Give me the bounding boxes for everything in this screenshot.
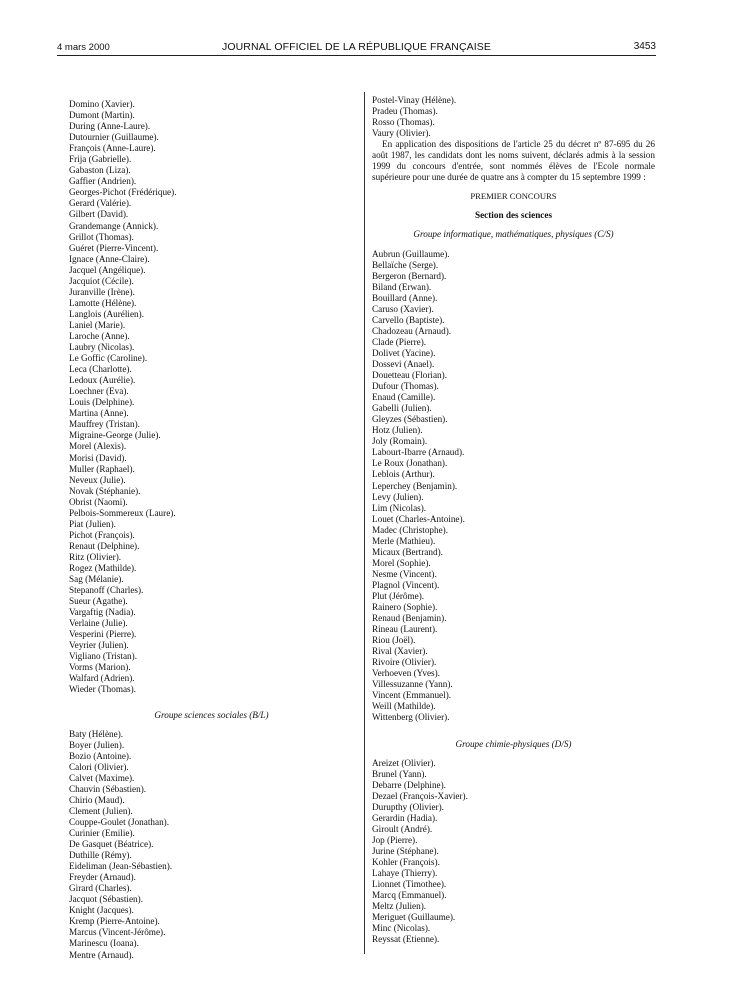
list-item: Jurine (Stéphane). xyxy=(372,845,439,856)
list-item: Giroult (André). xyxy=(372,823,433,834)
list-item: Durupthy (Olivier). xyxy=(372,801,444,812)
list-item: Levy (Julien). xyxy=(372,491,424,502)
list-item: Leca (Charlotte). xyxy=(69,364,132,375)
list-item: Nesme (Vincent). xyxy=(372,568,437,579)
list-item: Loechner (Eva). xyxy=(69,386,129,397)
list-item: Dossevi (Anael). xyxy=(372,358,435,369)
section-title: Section des sciences xyxy=(474,210,553,221)
list-item: Couppe-Goulet (Jonathan). xyxy=(69,816,170,827)
list-item: Calori (Olivier). xyxy=(69,761,129,772)
list-item: Gabelli (Julien). xyxy=(372,403,432,414)
list-item: Martina (Anne). xyxy=(69,408,129,419)
list-item: Meltz (Julien). xyxy=(372,901,427,912)
decree-paragraph: En application des dispositions de l'article 25 du décret nº 87-695 du 26 août 1987, les candidats dont les noms suivent, déclarés admis à la session 1999 du concours d'entrée, sont nommés élèves de l'Ecole normale supérieure pour une durée de quatre ans à compter du 15 septembre 1999 : xyxy=(372,139,655,183)
list-item: Juranville (Irène). xyxy=(69,286,135,297)
list-item: Aubrun (Guillaume). xyxy=(372,248,450,259)
page-number: 3453 xyxy=(633,41,656,52)
list-item: Obrist (Naomi). xyxy=(69,496,128,507)
header-date: 4 mars 2000 xyxy=(57,42,110,53)
list-item: Vigliano (Tristan). xyxy=(69,651,138,662)
list-item: Carvello (Baptiste). xyxy=(372,314,445,325)
list-item: Merle (Mathieu). xyxy=(372,535,436,546)
list-item: Guéret (Pierre-Vincent). xyxy=(69,242,159,253)
list-item: Rivoire (Olivier). xyxy=(372,657,437,668)
list-item: Louet (Charles-Antoine). xyxy=(372,513,465,524)
left-column xyxy=(69,99,354,961)
list-item: Pichot (François). xyxy=(69,529,135,540)
list-item: Veyrier (Julien). xyxy=(69,640,129,651)
list-item: Lionnet (Timothee). xyxy=(372,879,447,890)
list-item: Neveux (Julie). xyxy=(69,474,126,485)
list-item: Eideliman (Jean-Sébastien). xyxy=(69,861,173,872)
list-item: Piat (Julien). xyxy=(69,518,116,529)
list-item: Freyder (Arnaud). xyxy=(69,872,136,883)
list-item: Walfard (Adrien). xyxy=(69,673,135,684)
list-item: Ritz (Olivier). xyxy=(69,551,122,562)
list-item: Knight (Jacques). xyxy=(69,905,134,916)
list-item: Vorms (Marion). xyxy=(69,662,131,673)
list-item: Georges-Pichot (Frédérique). xyxy=(69,187,177,198)
list-item: Morel (Alexis). xyxy=(69,441,127,452)
list-item: Plut (Jérôme). xyxy=(372,590,425,601)
list-item: Laroche (Anne). xyxy=(69,330,130,341)
list-item: Biland (Erwan). xyxy=(372,281,432,292)
list-item: Calvet (Maxime). xyxy=(69,772,135,783)
list-item: Mauffrey (Tristan). xyxy=(69,419,140,430)
group-title-chimie-physiques: Groupe chimie-physiques (D/S) xyxy=(455,738,572,749)
list-item: Gleyzes (Sébastien). xyxy=(372,414,448,425)
list-item: Le Goffic (Caroline). xyxy=(69,353,148,364)
list-item: Rogez (Mathilde). xyxy=(69,562,137,573)
list-item: Verlaine (Julie). xyxy=(69,618,128,629)
list-item: Weill (Mathilde). xyxy=(372,701,436,712)
list-item: Vesperini (Pierre). xyxy=(69,629,137,640)
list-item: Brunel (Yann). xyxy=(372,768,427,779)
list-item: Renaut (Delphine). xyxy=(69,540,140,551)
list-item: Marcq (Emmanuel). xyxy=(372,890,447,901)
list-item: Rival (Xavier). xyxy=(372,646,428,657)
page-header xyxy=(57,38,656,56)
list-item: Chauvin (Sébastien). xyxy=(69,783,147,794)
list-item: Pelbois-Sommereux (Laure). xyxy=(69,507,176,518)
list-item: Areizet (Olivier). xyxy=(372,757,436,768)
right-column xyxy=(372,95,655,945)
list-item: Morisi (David). xyxy=(69,452,127,463)
list-item: Langlois (Aurélien). xyxy=(69,308,145,319)
list-item: Clade (Pierre). xyxy=(372,336,427,347)
list-item: Micaux (Bertrand). xyxy=(372,546,443,557)
name-list xyxy=(372,95,655,139)
list-item: Rosso (Thomas). xyxy=(372,117,435,128)
list-item: Grillot (Thomas). xyxy=(69,231,134,242)
list-item: Bouillard (Anne). xyxy=(372,292,438,303)
list-item: Novak (Stéphanie). xyxy=(69,485,141,496)
list-item: Chirio (Maud). xyxy=(69,794,125,805)
list-item: Grandemange (Annick). xyxy=(69,220,159,231)
list-item: Domino (Xavier). xyxy=(69,99,135,109)
list-item: Enaud (Camille). xyxy=(372,392,436,403)
list-item: Hotz (Julien). xyxy=(372,425,423,436)
list-item: Renaud (Benjamin). xyxy=(372,613,447,624)
list-item: Muller (Raphael). xyxy=(69,463,135,474)
list-item: Laubry (Nicolas). xyxy=(69,342,135,353)
list-item: Curinier (Emilie). xyxy=(69,828,135,838)
list-item: Laniel (Marie). xyxy=(69,319,126,330)
list-item: Jacquel (Angélique). xyxy=(69,264,146,275)
list-item: Caruso (Xavier). xyxy=(372,303,434,314)
list-item: Vincent (Emmanuel). xyxy=(372,690,452,701)
list-item: During (Anne-Laure). xyxy=(69,121,151,132)
list-item: Bellaïche (Serge). xyxy=(372,259,439,270)
list-item: Dumont (Martin). xyxy=(69,110,135,121)
list-item: Kohler (François). xyxy=(372,857,440,867)
list-item: Dolivet (Yacine). xyxy=(372,347,436,358)
list-item: Migraine-George (Julie). xyxy=(69,430,161,441)
list-item: Rainero (Sophie). xyxy=(372,602,438,613)
list-item: Leperchey (Benjamin). xyxy=(372,480,458,491)
list-item: Mentre (Arnaud). xyxy=(69,949,134,960)
list-item: Dutournier (Guillaume). xyxy=(69,132,159,143)
list-item: Lamotte (Hélène). xyxy=(69,297,137,308)
name-list xyxy=(372,758,655,946)
list-item: Bergeron (Bernard). xyxy=(372,270,447,281)
list-item: Debarre (Delphine). xyxy=(372,779,446,790)
list-item: Stepanoff (Charles). xyxy=(69,585,144,596)
list-item: Rineau (Laurent). xyxy=(372,624,438,635)
list-item: Jacquot (Sébastien). xyxy=(69,894,143,905)
list-item: Jop (Pierre). xyxy=(372,834,418,845)
list-item: Riou (Joël). xyxy=(372,635,416,646)
list-item: Bozio (Antoine). xyxy=(69,750,132,761)
name-list xyxy=(69,99,354,696)
name-list xyxy=(372,249,655,724)
list-item: Duthille (Rémy). xyxy=(69,850,132,861)
list-item: Louis (Delphine). xyxy=(69,397,135,408)
list-item: Gerard (Valérie). xyxy=(69,198,132,209)
list-item: Dufour (Thomas). xyxy=(372,381,439,392)
list-item: Leblois (Arthur). xyxy=(372,469,435,480)
list-item: Wieder (Thomas). xyxy=(69,684,136,695)
list-item: Frija (Gabrielle). xyxy=(69,154,132,165)
list-item: Gaffier (Andrien). xyxy=(69,176,137,187)
list-item: Wittenberg (Olivier). xyxy=(372,712,450,723)
list-item: Kremp (Pierre-Antoine). xyxy=(69,916,160,927)
list-item: Meriguet (Guillaume). xyxy=(372,912,456,923)
list-item: Postel-Vinay (Hélène). xyxy=(372,95,457,105)
list-item: Morel (Sophie). xyxy=(372,557,431,568)
list-item: Boyer (Julien). xyxy=(69,739,125,750)
list-item: Gabaston (Liza). xyxy=(69,165,131,176)
list-item: Chadozeau (Arnaud). xyxy=(372,325,452,336)
list-item: Sag (Mélanie). xyxy=(69,574,124,585)
list-item: Gerardin (Hadia). xyxy=(372,812,438,823)
group-title-informatique: Groupe informatique, mathématiques, physiques (C/S) xyxy=(413,229,614,240)
list-item: Marcus (Vincent-Jérôme). xyxy=(69,927,166,938)
group-title-sciences-sociales: Groupe sciences sociales (B/L) xyxy=(154,709,269,720)
name-list xyxy=(69,729,354,961)
list-item: Baty (Hélène). xyxy=(69,728,124,739)
concours-title: PREMIER CONCOURS xyxy=(470,191,557,202)
list-item: Girard (Charles). xyxy=(69,883,132,894)
list-item: Labourt-Ibarre (Arnaud). xyxy=(372,447,465,458)
list-item: Vargaftig (Nadia). xyxy=(69,607,136,618)
list-item: Dezael (François-Xavier). xyxy=(372,790,468,801)
list-item: Minc (Nicolas). xyxy=(372,923,431,934)
list-item: François (Anne-Laure). xyxy=(69,143,156,154)
list-item: Douetteau (Florian). xyxy=(372,370,448,381)
list-item: Sueur (Agathe). xyxy=(69,596,128,607)
list-item: Verhoeven (Yves). xyxy=(372,668,440,679)
list-item: Villessuzanne (Yann). xyxy=(372,679,453,690)
list-item: Lahaye (Thierry). xyxy=(372,868,438,879)
list-item: Madec (Christophe). xyxy=(372,524,449,535)
list-item: Clement (Julien). xyxy=(69,805,133,816)
list-item: Joly (Romain). xyxy=(372,436,428,447)
list-item: Ledoux (Aurélie). xyxy=(69,375,136,386)
list-item: Lim (Nicolas). xyxy=(372,502,427,513)
header-rule xyxy=(57,55,656,56)
list-item: Pradeu (Thomas). xyxy=(372,106,438,117)
list-item: Jacquiot (Cécile). xyxy=(69,275,134,286)
list-item: Marinescu (Ioana). xyxy=(69,938,139,949)
list-item: De Gasquet (Béatrice). xyxy=(69,839,154,850)
list-item: Le Roux (Jonathan). xyxy=(372,458,448,469)
list-item: Gilbert (David). xyxy=(69,209,129,220)
list-item: Ignace (Anne-Claire). xyxy=(69,253,150,264)
list-item: Vaury (Olivier). xyxy=(372,128,431,139)
journal-title: JOURNAL OFFICIEL DE LA RÉPUBLIQUE FRANÇAISE xyxy=(222,41,491,53)
list-item: Plagnol (Vincent). xyxy=(372,579,440,590)
list-item: Reyssat (Etienne). xyxy=(372,934,440,945)
column-divider xyxy=(364,92,365,954)
